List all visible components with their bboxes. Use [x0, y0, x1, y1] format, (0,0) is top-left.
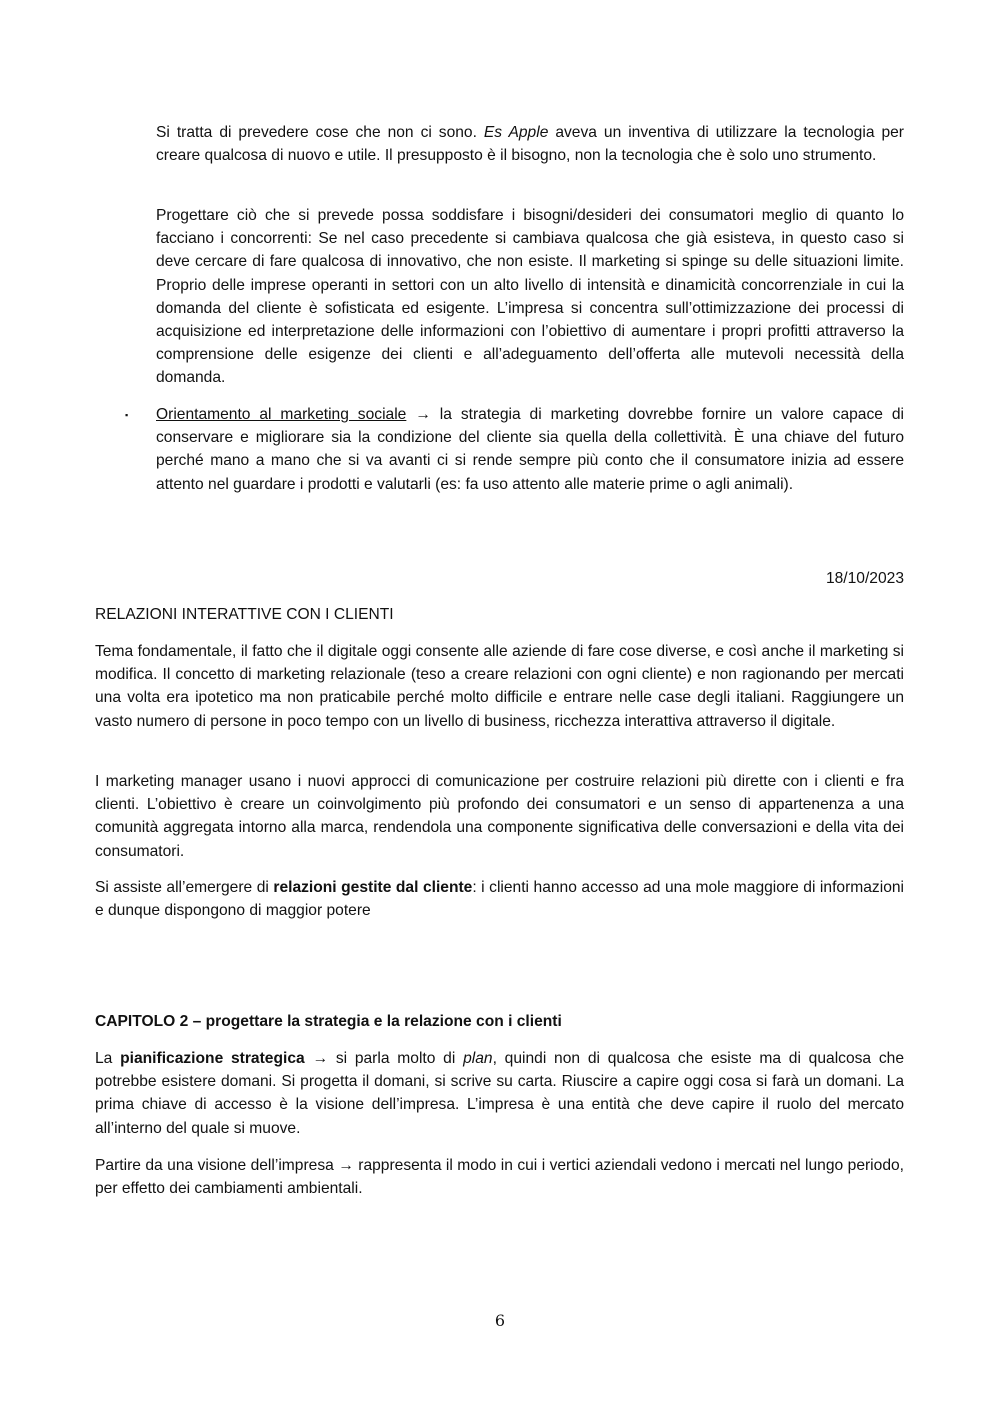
bold-term: pianificazione strategica [120, 1050, 305, 1067]
paragraph-tema-fondamentale: Tema fondamentale, il fatto che il digitale oggi consente alle aziende di fare cose diverse, e così anche il marketing si modifica. Il concetto di marketing relazionale (teso a creare relazioni con ogni cliente) e non ragionando per mercati una volta era ipotetico ma non praticabile perché molto difficile e entrare nelle case degli italiani. Raggiungere un vasto numero di persone in poco tempo con un livello di business, ricchezza interattiva attraverso il digitale. [95, 643, 904, 730]
page-number: 6 [494, 1311, 506, 1330]
text: Partire da una visione dell’impresa [95, 1157, 339, 1174]
text: La [95, 1050, 121, 1067]
arrow-icon: → [338, 1157, 354, 1174]
chapter-title: CAPITOLO 2 – progettare la strategia e la relazione con i clienti [95, 1013, 562, 1030]
arrow-icon: → [415, 406, 431, 423]
bullet-term: Orientamento al marketing sociale [156, 406, 407, 423]
text: rappresenta il modo in cui i vertici aziendali vedono i mercati nel lungo periodo, per effetto dei cambiamenti ambientali. [95, 1157, 904, 1198]
section-title: RELAZIONI INTERATTIVE CON I CLIENTI [95, 606, 394, 623]
bold-term: relazioni gestite dal cliente [273, 879, 473, 896]
paragraph-relazioni-gestite [95, 876, 904, 922]
paragraph-apple-example [156, 121, 904, 167]
text: , quindi non di qualcosa che esiste ma di qualcosa che potrebbe esistere domani. Si progetta il domani, si scrive su carta. Riuscire a capire oggi cosa si farà un domani. La prima chiave di accesso è la visione dell’impresa. L’impresa è una entità che deve capire il ruolo del mercato all’interno del quale si muove. [95, 1050, 904, 1137]
paragraph-pianificazione [95, 1047, 904, 1140]
emphasis-plan: plan [463, 1050, 493, 1067]
lecture-date: 18/10/2023 [825, 570, 904, 587]
bullet-text: la strategia di marketing dovrebbe fornire un valore capace di conservare e migliorare sia la condizione del cliente sia quella della collettività. È una chiave del futuro perché mano a mano che si va avanti ci si rende sempre più conto che il consumatore inizia ad essere attento nel guardare i prodotti e valutarli (es: fa uso attento alle materie prime o agli animali). [156, 406, 904, 493]
text: aveva un inventiva di utilizzare la tecnologia per creare qualcosa di nuovo e utile. Il presupposto è il bisogno, non la tecnologia che è solo uno strumento. [156, 124, 904, 165]
emphasis-apple: Es Apple [483, 124, 549, 141]
text: : i clienti hanno accesso ad una mole maggiore di informazioni e dunque dispongono di maggior potere [95, 879, 905, 920]
arrow-icon: → [304, 1050, 336, 1067]
paragraph-marketing-manager: I marketing manager usano i nuovi approcci di comunicazione per costruire relazioni più dirette con i clienti e fra clienti. L’obiettivo è creare un coinvolgimento più profondo dei consumatori e un senso di appartenenza a una comunità aggregata intorno alla marca, rendendola una componente significativa delle conversazioni e della vita dei consumatori. [95, 773, 904, 860]
paragraph-progettare: Progettare ciò che si prevede possa soddisfare i bisogni/desideri dei consumatori meglio di quanto lo facciano i concorrenti: Se nel caso precedente si cambiava qualcosa che già esisteva, in questo caso si deve cercare di fare qualcosa di innovativo, che non esiste. Il marketing si spinge su delle situazioni limite. Proprio delle imprese operanti in settori con un alto livello di intensità e dinamicità concorrenziale in cui la domanda del cliente è sofisticata ed esigente. L’impresa si concentra sull’ottimizzazione dei processi di acquisizione ed interpretazione delle informazioni con l’obiettivo di aumentare i propri profitti attraverso la comprensione delle esigenze dei clienti e all’adeguamento dell’offerta alle mutevoli necessità della domanda. [156, 207, 904, 387]
text: Si tratta di prevedere cose che non ci sono. [156, 124, 484, 141]
bullet-marker: ▪ [125, 410, 129, 420]
bullet-item-marketing-sociale [156, 403, 904, 496]
text: si parla molto di [335, 1050, 464, 1067]
text: Si assiste all’emergere di [95, 879, 274, 896]
paragraph-visione [95, 1154, 904, 1200]
